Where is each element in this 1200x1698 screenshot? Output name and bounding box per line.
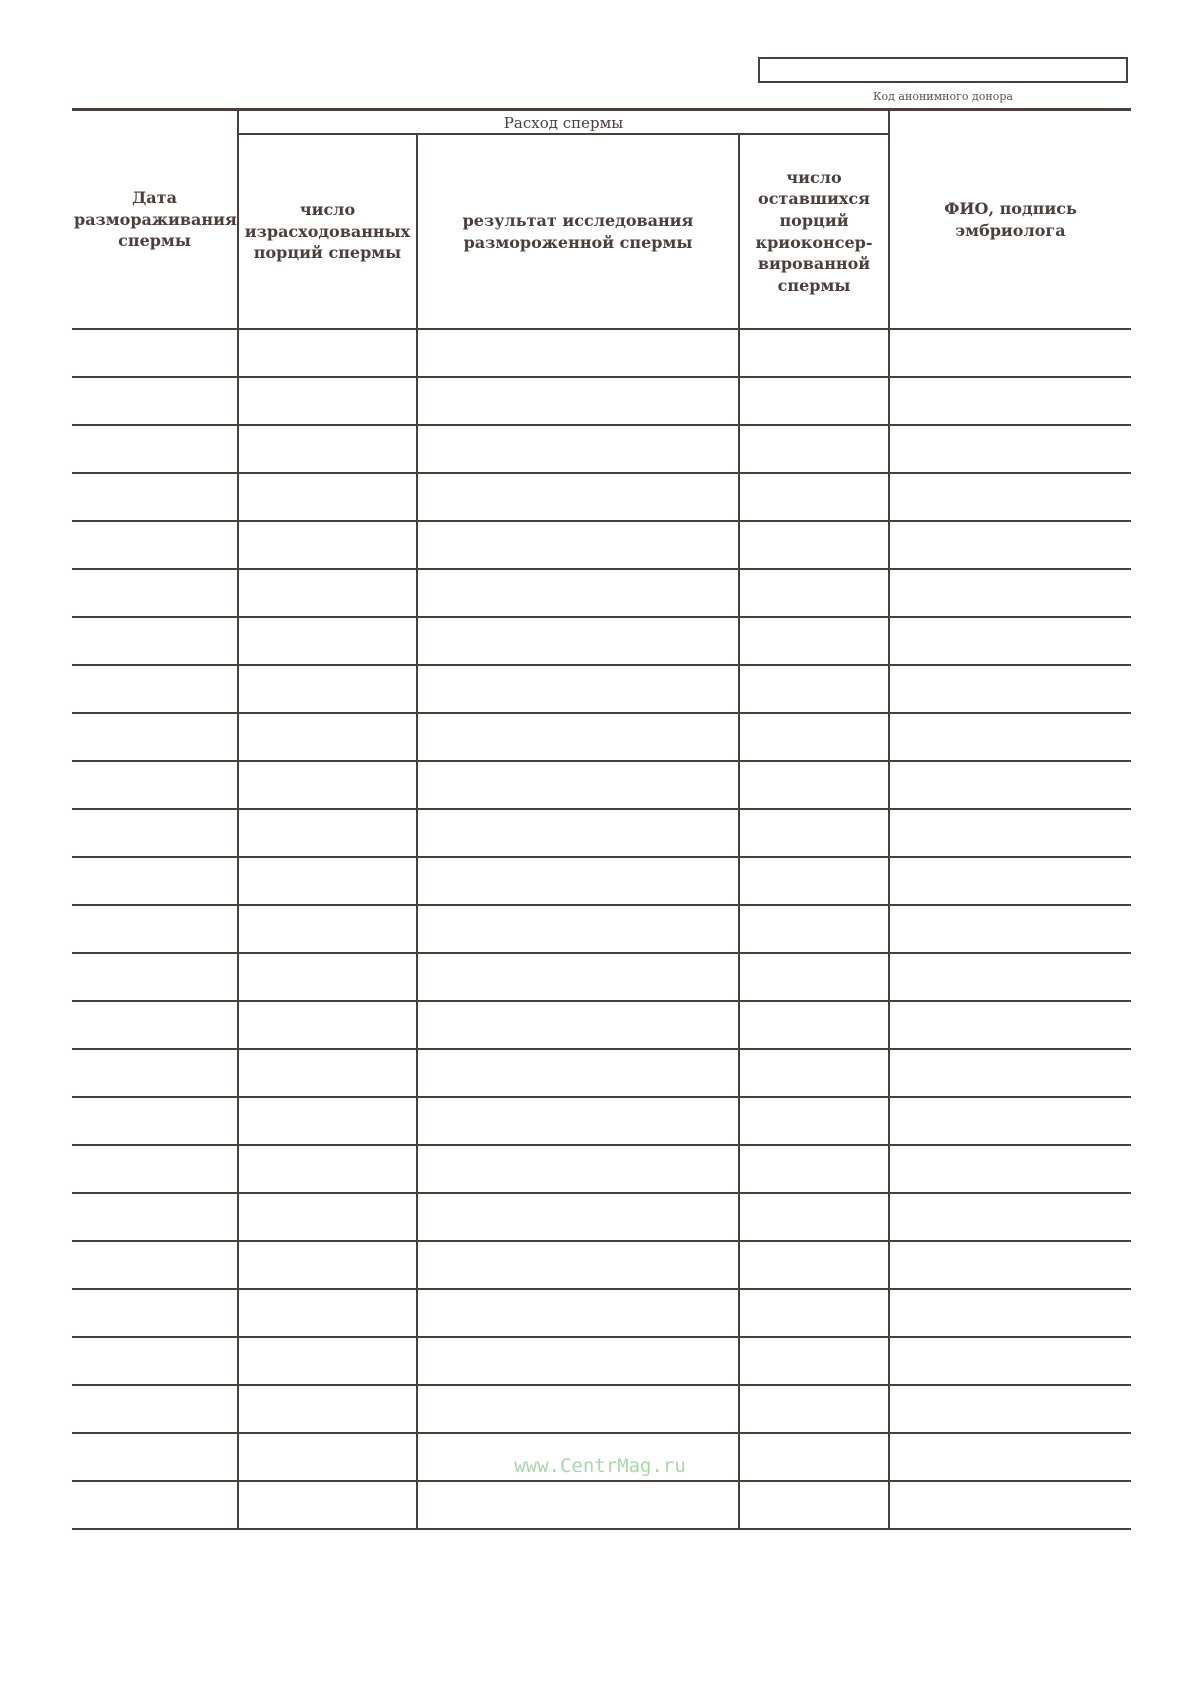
cell-embryologist[interactable] [889,905,1131,953]
cell-thawed-result[interactable] [417,425,739,473]
cell-portions-used[interactable] [238,521,417,569]
cell-portions-remaining[interactable] [739,521,889,569]
cell-portions-used[interactable] [238,713,417,761]
cell-thaw-date[interactable] [72,905,238,953]
cell-portions-remaining[interactable] [739,953,889,1001]
cell-portions-used[interactable] [238,1097,417,1145]
table-body [72,329,1131,1529]
cell-embryologist[interactable] [889,1145,1131,1193]
table-row [72,1001,1131,1049]
cell-thaw-date[interactable] [72,1193,238,1241]
cell-portions-used[interactable] [238,809,417,857]
watermark: www.CentrMag.ru [514,1455,686,1477]
donor-code-field[interactable] [758,57,1128,83]
cell-thawed-result[interactable] [417,953,739,1001]
table-row [72,809,1131,857]
cell-portions-used[interactable] [238,1001,417,1049]
cell-thawed-result[interactable] [417,521,739,569]
cell-portions-used[interactable] [238,1193,417,1241]
cell-embryologist[interactable] [889,1241,1131,1289]
cell-portions-remaining[interactable] [739,617,889,665]
table-row [72,953,1131,1001]
table-row [72,665,1131,713]
cell-portions-used[interactable] [238,1145,417,1193]
cell-thawed-result[interactable] [417,1193,739,1241]
column-header-portions-used: число израсходованных порций спермы [238,134,417,329]
cell-portions-remaining[interactable] [739,809,889,857]
cell-thawed-result[interactable] [417,665,739,713]
cell-embryologist[interactable] [889,1289,1131,1337]
cell-portions-remaining[interactable] [739,1385,889,1433]
cell-portions-used[interactable] [238,1385,417,1433]
cell-embryologist[interactable] [889,1481,1131,1529]
cell-thawed-result[interactable] [417,377,739,425]
cell-thaw-date[interactable] [72,1337,238,1385]
cell-embryologist[interactable] [889,1001,1131,1049]
cell-thawed-result[interactable] [417,713,739,761]
cell-portions-remaining[interactable] [739,713,889,761]
table-row [72,761,1131,809]
cell-embryologist[interactable] [889,1385,1131,1433]
cell-embryologist[interactable] [889,1097,1131,1145]
cell-thawed-result[interactable] [417,1097,739,1145]
cell-portions-remaining[interactable] [739,1481,889,1529]
cell-embryologist[interactable] [889,953,1131,1001]
cell-thawed-result[interactable] [417,1001,739,1049]
table-row [72,713,1131,761]
cell-portions-remaining[interactable] [739,1289,889,1337]
cell-thawed-result[interactable] [417,857,739,905]
cell-embryologist[interactable] [889,1193,1131,1241]
cell-embryologist[interactable] [889,569,1131,617]
table-row [72,617,1131,665]
cell-thaw-date[interactable] [72,665,238,713]
table-row [72,1289,1131,1337]
cell-portions-used[interactable] [238,1481,417,1529]
cell-portions-remaining[interactable] [739,761,889,809]
cell-portions-used[interactable] [238,1241,417,1289]
cell-embryologist[interactable] [889,473,1131,521]
cell-embryologist[interactable] [889,857,1131,905]
cell-portions-remaining[interactable] [739,905,889,953]
column-header-thawed-result: результат исследования размороженной спермы [417,134,739,329]
table-row [72,1097,1131,1145]
cell-portions-remaining[interactable] [739,1337,889,1385]
cell-embryologist[interactable] [889,1337,1131,1385]
cell-portions-used[interactable] [238,1337,417,1385]
cell-portions-used[interactable] [238,1049,417,1097]
sperm-usage-table [72,108,1131,1530]
cell-thaw-date[interactable] [72,1481,238,1529]
cell-portions-used[interactable] [238,761,417,809]
table-row [72,473,1131,521]
cell-embryologist[interactable] [889,713,1131,761]
cell-thaw-date[interactable] [72,1049,238,1097]
column-header-thaw-date: Дата размораживания спермы [72,110,238,330]
cell-thawed-result[interactable] [417,905,739,953]
cell-portions-remaining[interactable] [739,665,889,713]
cell-portions-used[interactable] [238,473,417,521]
cell-thawed-result[interactable] [417,1385,739,1433]
cell-thawed-result[interactable] [417,473,739,521]
cell-thawed-result[interactable] [417,569,739,617]
cell-thaw-date[interactable] [72,761,238,809]
cell-embryologist[interactable] [889,617,1131,665]
table-row [72,1385,1131,1433]
cell-portions-used[interactable] [238,857,417,905]
cell-thawed-result[interactable] [417,1481,739,1529]
table-row [72,1481,1131,1529]
table-row [72,329,1131,377]
cell-thaw-date[interactable] [72,809,238,857]
table-row [72,425,1131,473]
cell-thawed-result[interactable] [417,1289,739,1337]
cell-thaw-date[interactable] [72,1385,238,1433]
cell-thaw-date[interactable] [72,1241,238,1289]
table-row [72,1049,1131,1097]
cell-portions-used[interactable] [238,569,417,617]
cell-portions-used[interactable] [238,1433,417,1481]
cell-portions-remaining[interactable] [739,857,889,905]
table-row [72,569,1131,617]
cell-portions-used[interactable] [238,329,417,377]
cell-portions-remaining[interactable] [739,1097,889,1145]
table-row [72,1241,1131,1289]
cell-thaw-date[interactable] [72,569,238,617]
cell-portions-remaining[interactable] [739,1241,889,1289]
cell-thawed-result[interactable] [417,1241,739,1289]
cell-embryologist[interactable] [889,377,1131,425]
cell-thaw-date[interactable] [72,329,238,377]
table-row [72,1145,1131,1193]
cell-embryologist[interactable] [889,425,1131,473]
cell-thawed-result[interactable] [417,1337,739,1385]
table-row [72,857,1131,905]
cell-thawed-result[interactable] [417,761,739,809]
table-row [72,1193,1131,1241]
cell-embryologist[interactable] [889,761,1131,809]
cell-thawed-result[interactable] [417,809,739,857]
column-header-portions-remaining: число оставшихся порций криоконсер-вированной спермы [739,134,889,329]
cell-portions-used[interactable] [238,665,417,713]
cell-thaw-date[interactable] [72,1145,238,1193]
cell-portions-remaining[interactable] [739,329,889,377]
cell-portions-remaining[interactable] [739,1049,889,1097]
cell-portions-remaining[interactable] [739,377,889,425]
cell-portions-used[interactable] [238,377,417,425]
cell-thawed-result[interactable] [417,329,739,377]
cell-portions-remaining[interactable] [739,569,889,617]
donor-code-label: Код анонимного донора [873,90,1013,103]
cell-embryologist[interactable] [889,1433,1131,1481]
cell-thaw-date[interactable] [72,377,238,425]
table-row [72,521,1131,569]
cell-portions-remaining[interactable] [739,473,889,521]
cell-portions-used[interactable] [238,617,417,665]
table-row [72,377,1131,425]
cell-thaw-date[interactable] [72,521,238,569]
cell-embryologist[interactable] [889,809,1131,857]
cell-portions-used[interactable] [238,953,417,1001]
cell-thaw-date[interactable] [72,1289,238,1337]
cell-embryologist[interactable] [889,665,1131,713]
cell-portions-used[interactable] [238,1289,417,1337]
cell-thaw-date[interactable] [72,617,238,665]
cell-thaw-date[interactable] [72,953,238,1001]
cell-embryologist[interactable] [889,329,1131,377]
cell-thaw-date[interactable] [72,473,238,521]
cell-thawed-result[interactable] [417,1145,739,1193]
cell-portions-remaining[interactable] [739,1193,889,1241]
table-row [72,905,1131,953]
cell-thawed-result[interactable] [417,1049,739,1097]
cell-thaw-date[interactable] [72,1433,238,1481]
column-header-embryologist: ФИО, подпись эмбриолога [889,110,1131,330]
cell-portions-remaining[interactable] [739,1001,889,1049]
cell-embryologist[interactable] [889,521,1131,569]
cell-embryologist[interactable] [889,1049,1131,1097]
cell-portions-remaining[interactable] [739,1145,889,1193]
cell-portions-used[interactable] [238,905,417,953]
cell-thaw-date[interactable] [72,857,238,905]
table-row [72,1337,1131,1385]
cell-portions-used[interactable] [238,425,417,473]
cell-thaw-date[interactable] [72,1001,238,1049]
cell-thaw-date[interactable] [72,713,238,761]
cell-thaw-date[interactable] [72,425,238,473]
group-header-sperm-usage: Расход спермы [238,110,889,135]
cell-portions-remaining[interactable] [739,425,889,473]
cell-thawed-result[interactable] [417,617,739,665]
cell-thaw-date[interactable] [72,1097,238,1145]
